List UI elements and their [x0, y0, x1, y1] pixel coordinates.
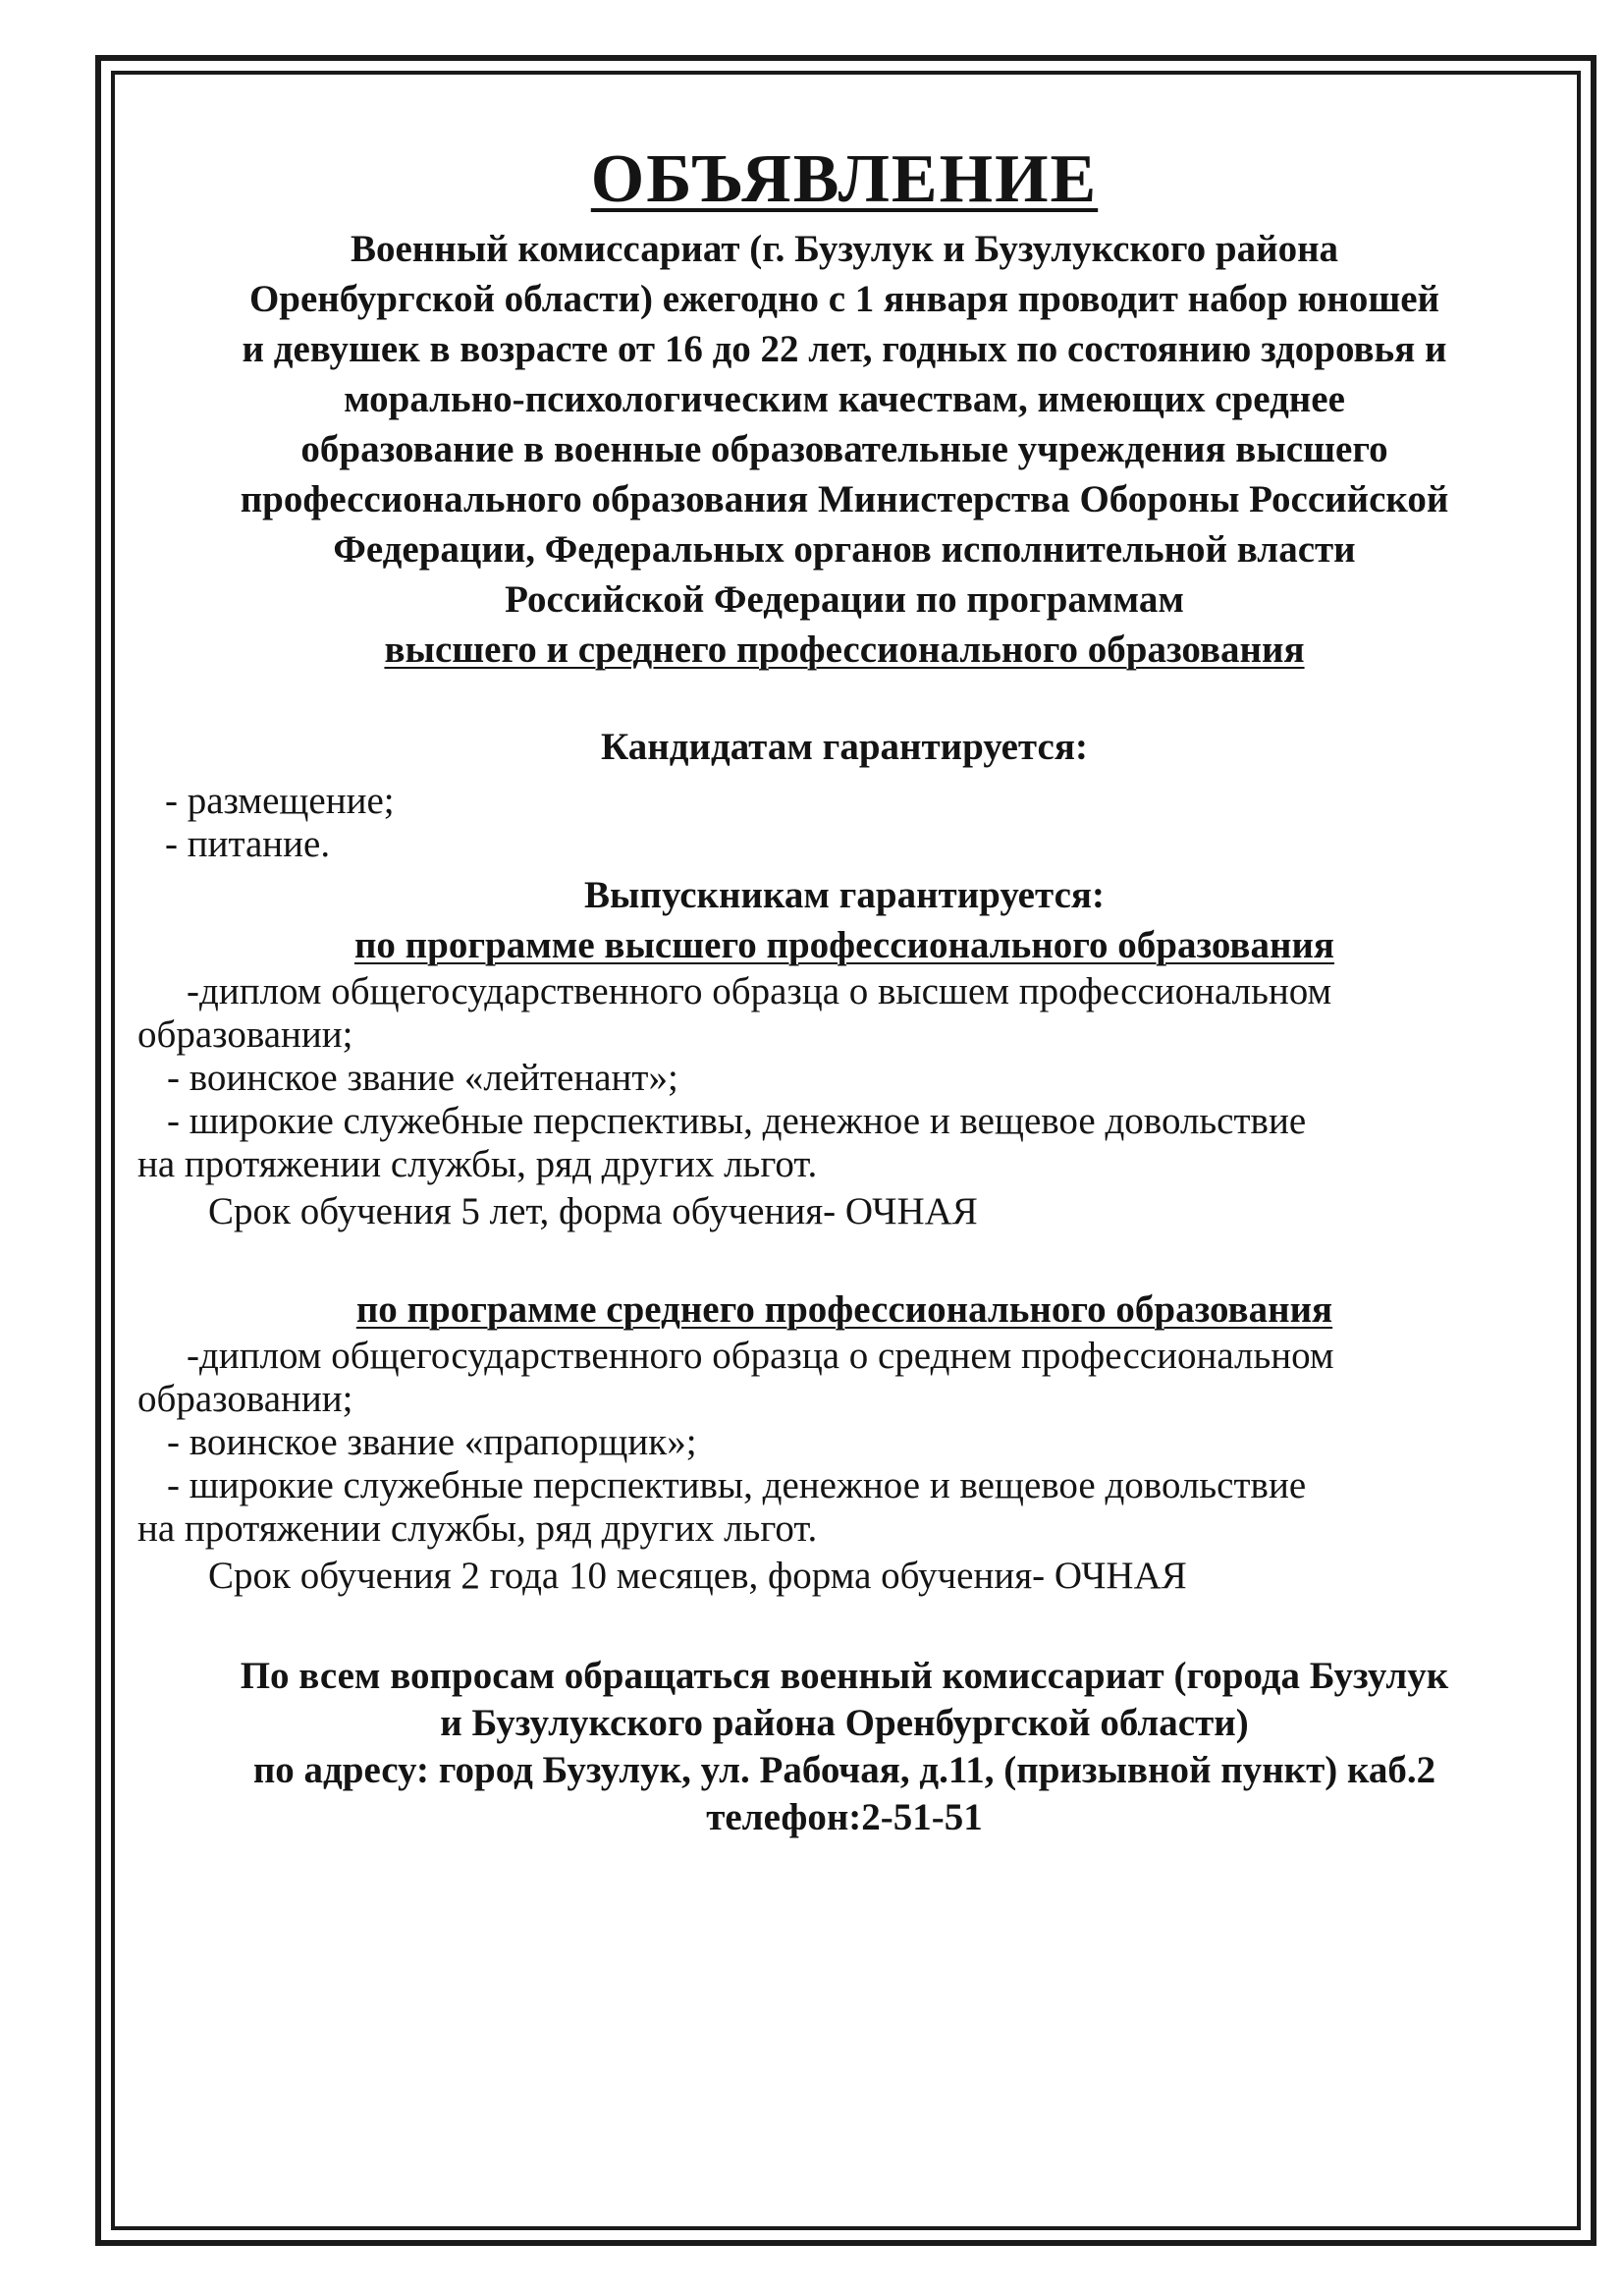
secondary-program-section: [137, 1285, 1551, 1598]
higher-study-term: Срок обучения 5 лет, форма обучения- ОЧНАЯ: [208, 1190, 978, 1232]
contact-line: и Бузулукского района Оренбургской области): [440, 1702, 1249, 1744]
intro-line: Военный комиссариат (г. Бузулук и Бузулукского района: [350, 228, 1339, 270]
secondary-study-term: Срок обучения 2 года 10 месяцев, форма обучения- ОЧНАЯ: [208, 1555, 1187, 1597]
intro-line: профессионального образования Министерства Обороны Российской: [240, 478, 1449, 520]
higher-program-section: [137, 920, 1551, 1233]
secondary-diploma-line: образовании;: [137, 1378, 353, 1420]
announcement-body: [137, 137, 1551, 1841]
candidates-item: - питание.: [165, 823, 331, 865]
contact-section: [137, 1653, 1551, 1841]
secondary-diploma-line: -диплом общегосударственного образца о среднем профессиональном: [187, 1335, 1334, 1377]
graduates-heading: Выпускникам гарантируется:: [584, 874, 1105, 916]
intro-line: Оренбургской области) ежегодно с 1 января проводит набор юношей: [248, 278, 1440, 320]
intro-programs-line: высшего и среднего профессионального образования: [384, 629, 1305, 671]
secondary-perspectives-line: - широкие служебные перспективы, денежное и вещевое довольствие: [167, 1464, 1307, 1506]
secondary-program-heading: по программе среднего профессионального образования: [355, 1288, 1333, 1331]
contact-phone: телефон:2-51-51: [706, 1796, 983, 1838]
secondary-perspectives-line: на протяжении службы, ряд других льгот.: [137, 1507, 818, 1550]
candidates-heading: Кандидатам гарантируется:: [601, 726, 1088, 768]
intro-line: Российской Федерации по программам: [505, 578, 1184, 621]
intro-line: морально-психологическим качествам, имеющих среднее: [344, 378, 1345, 420]
contact-line: По всем вопросам обращаться военный комиссариат (города Бузулук: [240, 1655, 1449, 1697]
higher-program-heading: по программе высшего профессионального образования: [353, 924, 1335, 966]
intro-line: Федерации, Федеральных органов исполнительной власти: [333, 528, 1356, 571]
page-title: ОБЪЯВЛЕНИЕ: [590, 141, 1099, 217]
secondary-rank: - воинское звание «прапорщик»;: [167, 1421, 697, 1463]
intro-paragraph: [137, 224, 1551, 675]
higher-perspectives-line: на протяжении службы, ряд других льгот.: [137, 1143, 818, 1185]
higher-diploma-line: -диплом общегосударственного образца о высшем профессиональном: [187, 970, 1332, 1012]
contact-address: по адресу: город Бузулук, ул. Рабочая, д.11, (призывной пункт) каб.2: [252, 1749, 1436, 1791]
higher-rank: - воинское звание «лейтенант»;: [167, 1057, 678, 1099]
higher-perspectives-line: - широкие служебные перспективы, денежное и вещевое довольствие: [167, 1100, 1307, 1142]
candidates-item: - размещение;: [165, 780, 395, 822]
intro-line: и девушек в возрасте от 16 до 22 лет, годных по состоянию здоровья и: [242, 328, 1447, 370]
intro-line: образование в военные образовательные учреждения высшего: [300, 428, 1388, 470]
higher-diploma-line: образовании;: [137, 1013, 353, 1056]
